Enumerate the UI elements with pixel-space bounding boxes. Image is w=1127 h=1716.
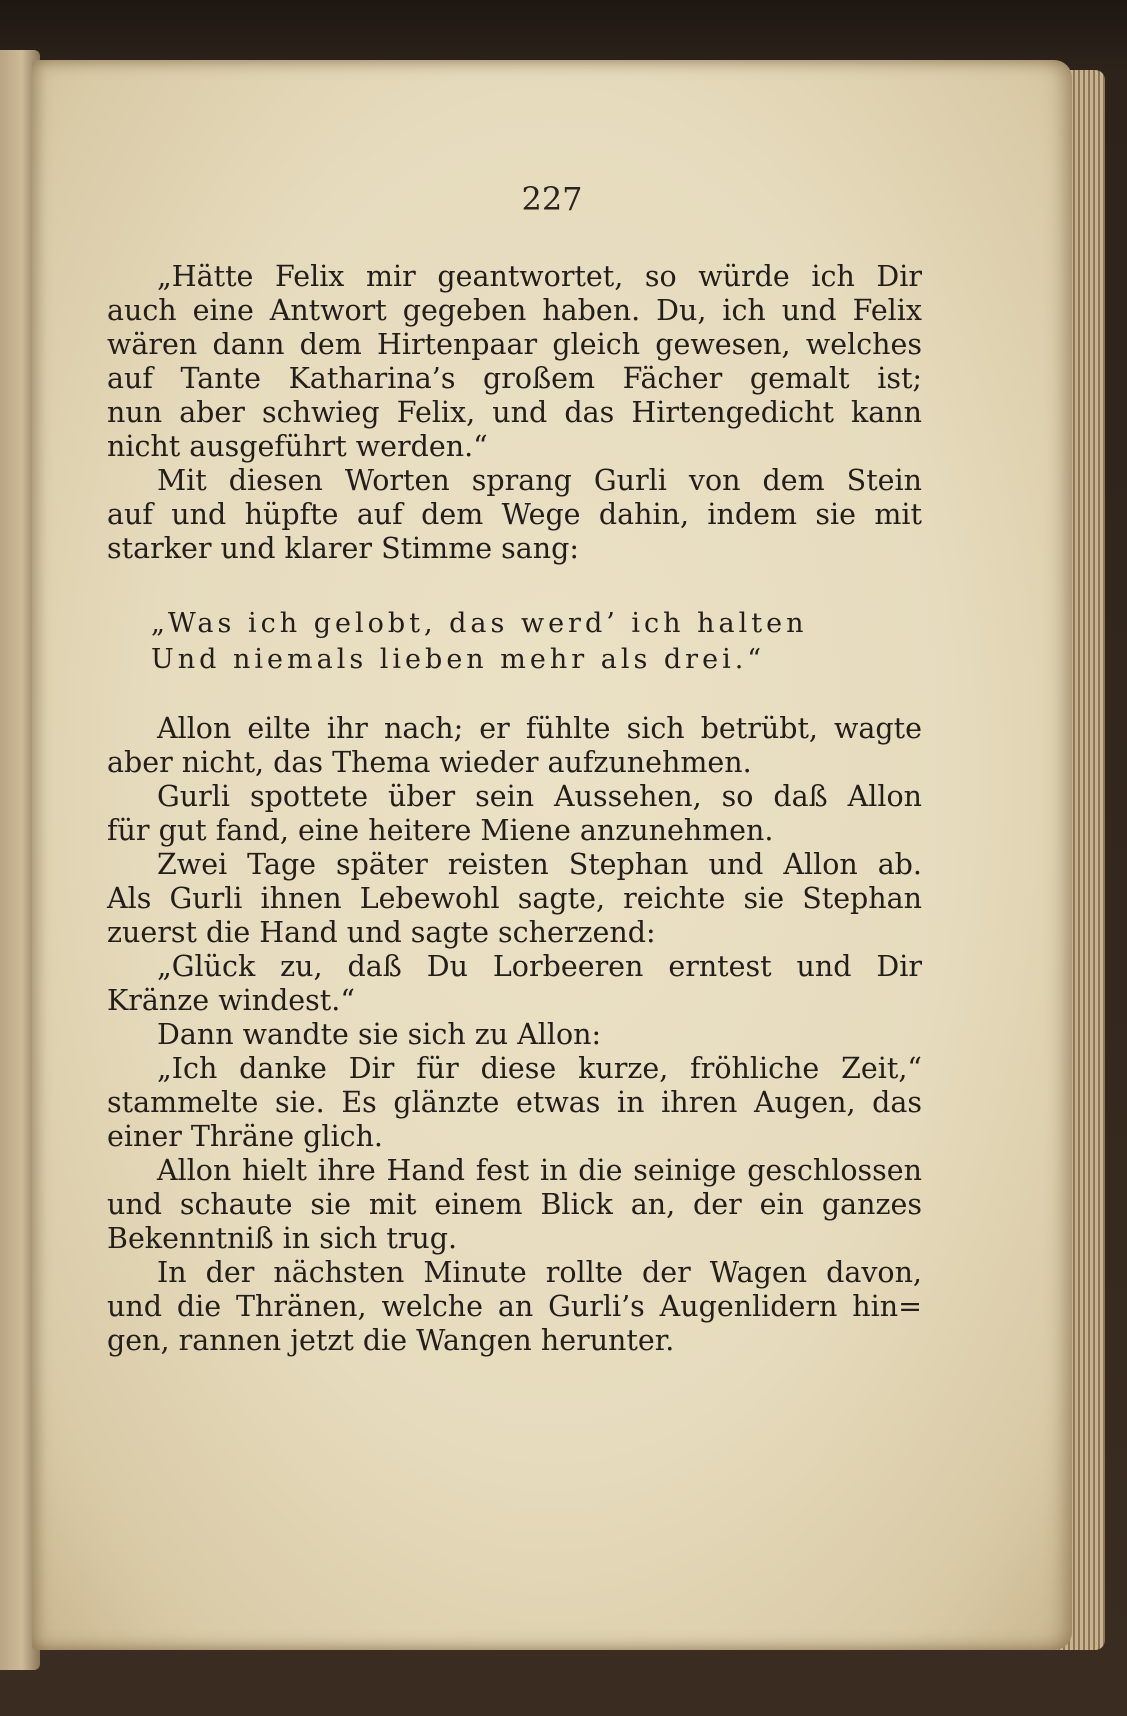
body-text	[107, 260, 922, 1358]
text-line: Mit diesen Worten sprang Gurli von dem Stein	[157, 464, 922, 497]
text-line: und schaute sie mit einem Blick an, der ein ganzes	[107, 1188, 922, 1221]
text-line: nun aber schwieg Felix, und das Hirtengedicht kann	[107, 396, 922, 429]
paragraph	[107, 464, 922, 566]
paragraph	[107, 1154, 922, 1256]
poem-line: „Was ich gelobt, das werd’ ich halten	[151, 608, 808, 639]
text-line: Allon eilte ihr nach; er fühlte sich betrübt, wagte	[157, 712, 922, 745]
text-line: Dann wandte sie sich zu Allon:	[157, 1018, 602, 1051]
poem-line: Und niemals lieben mehr als drei.“	[151, 644, 766, 675]
text-line: „Hätte Felix mir geantwortet, so würde ich Dir	[157, 260, 922, 293]
text-line: Gurli spottete über sein Aussehen, so daß Allon	[157, 780, 922, 813]
text-line: Allon hielt ihre Hand fest in die seinige geschlossen	[157, 1154, 922, 1187]
text-line: auf und hüpfte auf dem Wege dahin, indem sie mit	[107, 498, 922, 531]
text-line: wären dann dem Hirtenpaar gleich gewesen, welches	[107, 328, 922, 361]
page-number: 227	[521, 180, 583, 218]
text-line: aber nicht, das Thema wieder aufzunehmen.	[107, 746, 752, 779]
text-line: auch eine Antwort gegeben haben. Du, ich und Felix	[107, 294, 922, 327]
poem-quote	[107, 606, 922, 678]
text-line: stammelte sie. Es glänzte etwas in ihren Augen, das	[107, 1086, 922, 1119]
text-line: starker und klarer Stimme sang:	[107, 532, 579, 565]
paragraph	[107, 1256, 922, 1358]
text-line: gen, rannen jetzt die Wangen herunter.	[107, 1324, 675, 1357]
text-line: Als Gurli ihnen Lebewohl sagte, reichte sie Stephan	[107, 882, 922, 915]
paragraph	[107, 950, 922, 1018]
paragraph	[107, 260, 922, 464]
text-line: Bekenntniß in sich trug.	[107, 1222, 458, 1255]
paragraph	[107, 1052, 922, 1154]
text-line: In der nächsten Minute rollte der Wagen davon,	[157, 1256, 922, 1289]
text-line: „Glück zu, daß Du Lorbeeren erntest und Dir	[157, 950, 922, 983]
paragraph	[107, 780, 922, 848]
text-line: Kränze windest.“	[107, 984, 355, 1017]
text-line: nicht ausgeführt werden.“	[107, 430, 488, 463]
paragraph	[107, 848, 922, 950]
text-line: Zwei Tage später reisten Stephan und Allon ab.	[157, 848, 922, 881]
text-line: „Ich danke Dir für diese kurze, fröhliche Zeit,“	[157, 1052, 922, 1085]
text-line: und die Thränen, welche an Gurli’s Augenlidern hin=	[107, 1290, 922, 1323]
paragraph	[107, 1018, 922, 1052]
book-page	[32, 60, 1072, 1650]
paragraph	[107, 712, 922, 780]
text-line: einer Thräne glich.	[107, 1120, 383, 1153]
text-line: für gut fand, eine heitere Miene anzunehmen.	[107, 814, 774, 847]
text-line: zuerst die Hand und sagte scherzend:	[107, 916, 656, 949]
text-line: auf Tante Katharina’s großem Fächer gemalt ist;	[107, 362, 922, 395]
